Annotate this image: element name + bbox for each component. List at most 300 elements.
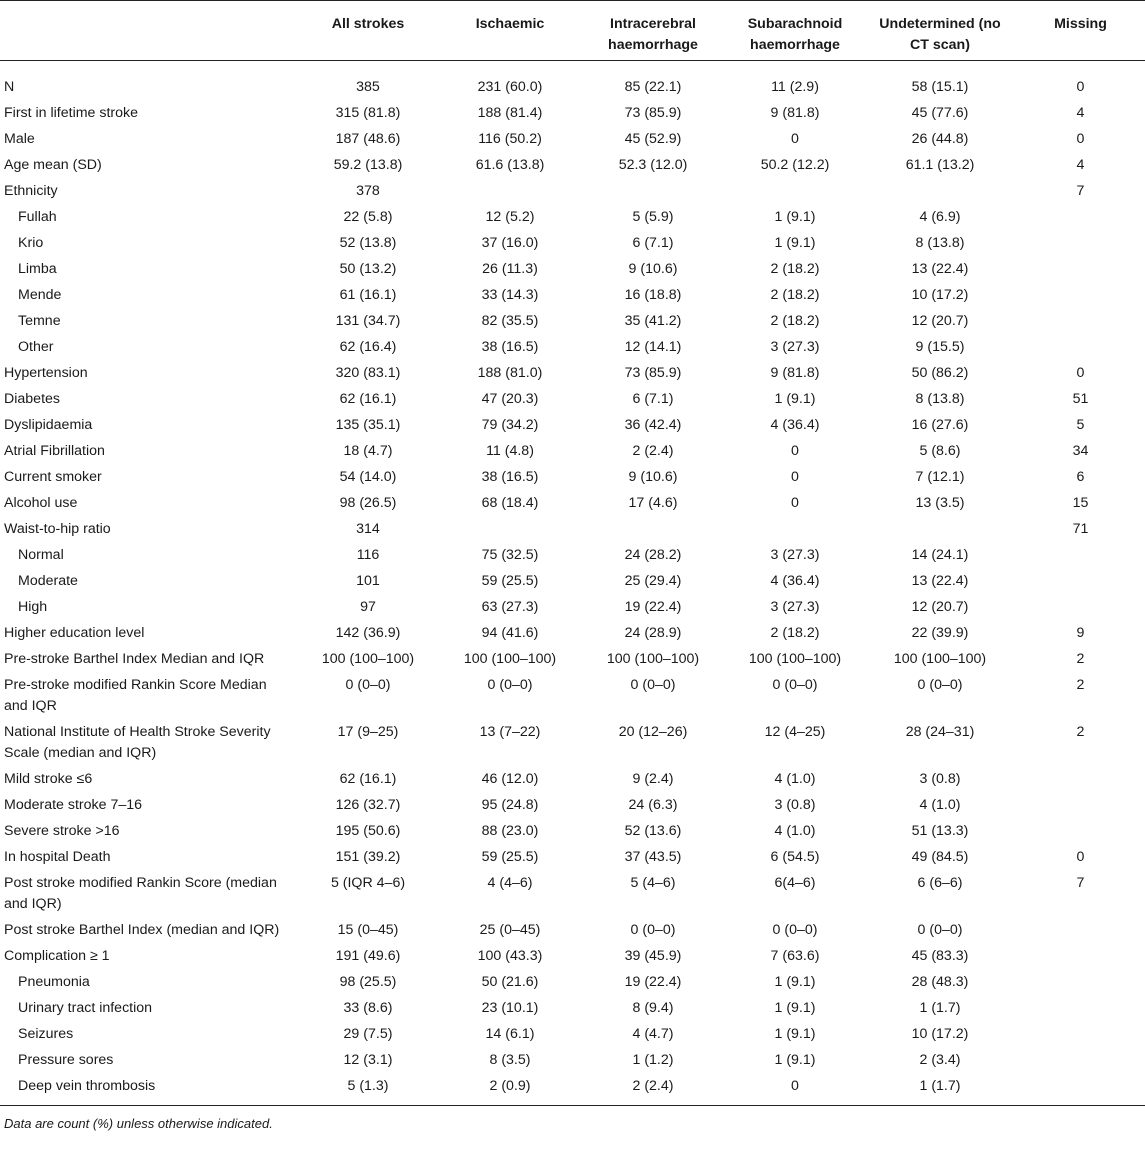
cell-undetermined: 51 (13.3) [911, 823, 969, 839]
cell-missing [1016, 1047, 1145, 1073]
row-label: Age mean (SD) [4, 157, 102, 173]
cell-all-strokes: 17 (9–25) [337, 724, 399, 740]
cell-all-strokes: 97 [360, 599, 376, 615]
cell-all-strokes: 50 (13.2) [339, 261, 397, 277]
row-label: National Institute of Health Stroke Severity Scale (median and IQR) [4, 724, 271, 761]
row-label: Moderate [18, 573, 78, 589]
cell-all-strokes: 15 (0–45) [337, 922, 399, 938]
cell-subarachnoid: 1 (9.1) [774, 391, 816, 407]
cell-missing [1016, 334, 1145, 360]
cell-missing: 9 [1076, 625, 1085, 641]
header-cell-subarachnoid: Subarachnoid haemorrhage [726, 1, 864, 61]
cell-subarachnoid: 50.2 (12.2) [760, 157, 830, 173]
header-cell-all-strokes: All strokes [296, 1, 440, 61]
cell-missing [1016, 308, 1145, 334]
table-row [0, 464, 1145, 490]
cell-ischaemic: 95 (24.8) [481, 797, 539, 813]
cell-ischaemic: 37 (16.0) [481, 235, 539, 251]
cell-all-strokes: 135 (35.1) [335, 417, 401, 433]
cell-undetermined: 26 (44.8) [911, 131, 969, 147]
cell-all-strokes: 126 (32.7) [335, 797, 401, 813]
cell-undetermined: 13 (22.4) [911, 573, 969, 589]
cell-intracerebral [580, 516, 726, 542]
cell-missing: 5 [1076, 417, 1085, 433]
table-body [0, 61, 1145, 1106]
table-header-row [0, 1, 1145, 61]
table-row [0, 542, 1145, 568]
table-row [0, 1021, 1145, 1047]
row-label: Limba [18, 261, 57, 277]
cell-all-strokes: 5 (IQR 4–6) [330, 875, 406, 891]
row-label: Atrial Fibrillation [4, 443, 105, 459]
row-label: Pneumonia [18, 974, 90, 990]
cell-missing [1016, 943, 1145, 969]
cell-intracerebral: 0 (0–0) [630, 677, 676, 693]
row-label: Hypertension [4, 365, 88, 381]
cell-missing [1016, 542, 1145, 568]
cell-all-strokes: 385 [356, 79, 380, 95]
cell-ischaemic: 100 (43.3) [477, 948, 543, 964]
header-cell-intracerebral: Intracerebral haemorrhage [580, 1, 726, 61]
cell-ischaemic: 13 (7–22) [479, 724, 541, 740]
cell-missing [1016, 230, 1145, 256]
cell-missing: 6 [1076, 469, 1085, 485]
cell-subarachnoid: 9 (81.8) [770, 105, 820, 121]
table-row [0, 282, 1145, 308]
cell-missing [1016, 282, 1145, 308]
cell-subarachnoid: 2 (18.2) [770, 287, 820, 303]
cell-missing [1016, 568, 1145, 594]
cell-undetermined: 4 (6.9) [919, 209, 961, 225]
cell-undetermined: 6 (6–6) [917, 875, 963, 891]
cell-subarachnoid [726, 178, 864, 204]
cell-undetermined: 9 (15.5) [915, 339, 965, 355]
cell-all-strokes: 315 (81.8) [335, 105, 401, 121]
table-row [0, 995, 1145, 1021]
cell-intracerebral: 12 (14.1) [624, 339, 682, 355]
row-label: Diabetes [4, 391, 60, 407]
cell-undetermined: 12 (20.7) [911, 313, 969, 329]
row-label: Urinary tract infection [18, 1000, 153, 1016]
cell-subarachnoid: 0 (0–0) [772, 922, 818, 938]
row-label: Waist-to-hip ratio [4, 521, 111, 537]
cell-all-strokes: 5 (1.3) [296, 1073, 440, 1106]
cell-ischaemic: 63 (27.3) [481, 599, 539, 615]
cell-undetermined [864, 516, 1016, 542]
table-row [0, 1073, 1145, 1106]
cell-ischaemic: 188 (81.4) [477, 105, 543, 121]
cell-all-strokes: 22 (5.8) [343, 209, 393, 225]
table-row [0, 594, 1145, 620]
cell-ischaemic: 59 (25.5) [481, 573, 539, 589]
cell-missing [1016, 969, 1145, 995]
cell-ischaemic: 23 (10.1) [481, 1000, 539, 1016]
row-label: Mende [18, 287, 62, 303]
cell-missing: 4 [1076, 157, 1085, 173]
cell-missing: 2 [1076, 677, 1085, 693]
cell-ischaemic: 188 (81.0) [477, 365, 543, 381]
cell-subarachnoid: 1 (9.1) [774, 209, 816, 225]
cell-all-strokes: 101 [356, 573, 380, 589]
cell-undetermined: 13 (22.4) [911, 261, 969, 277]
cell-intracerebral: 17 (4.6) [628, 495, 678, 511]
cell-ischaemic: 75 (32.5) [481, 547, 539, 563]
cell-ischaemic: 38 (16.5) [481, 469, 539, 485]
cell-ischaemic [440, 178, 580, 204]
cell-undetermined: 58 (15.1) [911, 79, 969, 95]
table-row [0, 490, 1145, 516]
cell-subarachnoid: 1 (9.1) [774, 1000, 816, 1016]
row-label: Current smoker [4, 469, 102, 485]
cell-ischaemic: 2 (0.9) [440, 1073, 580, 1106]
cell-ischaemic: 116 (50.2) [478, 131, 542, 147]
cell-missing: 0 [1076, 131, 1085, 147]
cell-subarachnoid: 9 (81.8) [770, 365, 820, 381]
row-label: Pressure sores [18, 1052, 114, 1068]
row-label: Higher education level [4, 625, 145, 641]
cell-all-strokes: 33 (8.6) [343, 1000, 393, 1016]
cell-all-strokes: 52 (13.8) [339, 235, 397, 251]
cell-ischaemic: 33 (14.3) [481, 287, 539, 303]
cell-all-strokes: 187 (48.6) [335, 131, 401, 147]
cell-missing [1016, 917, 1145, 943]
cell-subarachnoid: 0 (0–0) [772, 677, 818, 693]
cell-intracerebral: 6 (7.1) [632, 391, 674, 407]
cell-missing [1016, 1021, 1145, 1047]
table-row [0, 438, 1145, 464]
cell-missing: 4 [1076, 105, 1085, 121]
cell-ischaemic: 46 (12.0) [481, 771, 539, 787]
cell-undetermined: 1 (1.7) [864, 1073, 1016, 1106]
cell-subarachnoid: 0 [791, 131, 799, 147]
cell-intracerebral: 85 (22.1) [624, 79, 682, 95]
cell-all-strokes: 151 (39.2) [335, 849, 401, 865]
row-label: Post stroke Barthel Index (median and IQR) [4, 922, 280, 938]
cell-intracerebral: 52.3 (12.0) [618, 157, 688, 173]
cell-missing [1016, 766, 1145, 792]
cell-ischaemic: 79 (34.2) [481, 417, 539, 433]
cell-intracerebral: 45 (52.9) [624, 131, 682, 147]
cell-missing: 51 [1072, 391, 1089, 407]
cell-undetermined: 45 (77.6) [911, 105, 969, 121]
cell-undetermined: 10 (17.2) [911, 287, 969, 303]
row-label: Fullah [18, 209, 57, 225]
cell-subarachnoid: 7 (63.6) [770, 948, 820, 964]
table-row [0, 792, 1145, 818]
cell-missing [1016, 818, 1145, 844]
cell-ischaemic: 26 (11.3) [482, 261, 538, 277]
table-row [0, 1047, 1145, 1073]
cell-all-strokes: 314 [356, 521, 380, 537]
cell-all-strokes: 29 (7.5) [343, 1026, 393, 1042]
cell-ischaemic: 231 (60.0) [477, 79, 543, 95]
cell-subarachnoid: 1 (9.1) [774, 1026, 816, 1042]
header-cell-missing: Missing [1016, 1, 1145, 61]
cell-subarachnoid: 0 [791, 443, 799, 459]
cell-subarachnoid: 3 (0.8) [774, 797, 816, 813]
cell-missing [1016, 594, 1145, 620]
table-row [0, 870, 1145, 917]
cell-ischaemic: 14 (6.1) [485, 1026, 535, 1042]
row-label: First in lifetime stroke [4, 105, 139, 121]
cell-undetermined: 7 (12.1) [915, 469, 965, 485]
cell-all-strokes: 116 [356, 547, 380, 563]
cell-subarachnoid: 3 (27.3) [770, 339, 820, 355]
row-label: Temne [18, 313, 61, 329]
cell-ischaemic: 94 (41.6) [481, 625, 539, 641]
cell-subarachnoid: 4 (36.4) [770, 573, 820, 589]
cell-intracerebral: 39 (45.9) [624, 948, 682, 964]
cell-ischaemic: 82 (35.5) [481, 313, 539, 329]
table-row [0, 818, 1145, 844]
table-row [0, 308, 1145, 334]
cell-all-strokes: 61 (16.1) [339, 287, 397, 303]
cell-all-strokes: 62 (16.1) [339, 771, 397, 787]
cell-all-strokes: 98 (25.5) [339, 974, 397, 990]
cell-undetermined: 14 (24.1) [911, 547, 969, 563]
cell-undetermined: 8 (13.8) [915, 235, 965, 251]
cell-undetermined: 4 (1.0) [919, 797, 961, 813]
cell-intracerebral: 6 (7.1) [632, 235, 674, 251]
cell-subarachnoid: 3 (27.3) [770, 547, 820, 563]
cell-subarachnoid: 3 (27.3) [770, 599, 820, 615]
cell-subarachnoid: 4 (36.4) [770, 417, 820, 433]
cell-undetermined: 45 (83.3) [911, 948, 969, 964]
cell-missing [1016, 995, 1145, 1021]
cell-subarachnoid: 1 (9.1) [774, 1052, 816, 1068]
cell-intracerebral: 100 (100–100) [606, 651, 700, 667]
cell-ischaemic: 38 (16.5) [481, 339, 539, 355]
table-row [0, 969, 1145, 995]
cell-intracerebral: 24 (28.9) [624, 625, 682, 641]
cell-subarachnoid: 0 [791, 469, 799, 485]
cell-intracerebral: 19 (22.4) [624, 599, 682, 615]
cell-undetermined [864, 178, 1016, 204]
cell-missing: 2 [1076, 651, 1085, 667]
cell-missing: 7 [1076, 875, 1085, 891]
table-row [0, 61, 1145, 101]
cell-missing: 7 [1076, 183, 1085, 199]
row-label: Seizures [18, 1026, 74, 1042]
cell-all-strokes: 195 (50.6) [335, 823, 401, 839]
cell-all-strokes: 320 (83.1) [335, 365, 401, 381]
cell-subarachnoid: 100 (100–100) [748, 651, 842, 667]
cell-ischaemic: 100 (100–100) [463, 651, 557, 667]
cell-all-strokes: 98 (26.5) [339, 495, 397, 511]
cell-intracerebral: 35 (41.2) [624, 313, 682, 329]
cell-intracerebral: 8 (9.4) [632, 1000, 674, 1016]
table-row [0, 943, 1145, 969]
row-label: Complication ≥ 1 [4, 948, 110, 964]
cell-missing [1016, 1073, 1145, 1106]
table-row [0, 516, 1145, 542]
table-row [0, 646, 1145, 672]
cell-subarachnoid: 6 (54.5) [770, 849, 820, 865]
header-cell-ischaemic: Ischaemic [440, 1, 580, 61]
cell-subarachnoid: 6(4–6) [774, 875, 816, 891]
table-row [0, 152, 1145, 178]
row-label: Other [18, 339, 54, 355]
cell-ischaemic: 47 (20.3) [481, 391, 539, 407]
table-row [0, 126, 1145, 152]
row-label: Ethnicity [4, 183, 58, 199]
row-label: High [18, 599, 48, 615]
table-row [0, 204, 1145, 230]
row-label: Krio [18, 235, 44, 251]
cell-ischaemic: 68 (18.4) [481, 495, 539, 511]
cell-intracerebral: 4 (4.7) [632, 1026, 674, 1042]
cell-subarachnoid: 12 (4–25) [764, 724, 826, 740]
cell-missing: 0 [1076, 365, 1085, 381]
cell-subarachnoid: 2 (18.2) [770, 625, 820, 641]
cell-intracerebral: 9 (10.6) [628, 261, 678, 277]
cell-all-strokes: 59.2 (13.8) [333, 157, 403, 173]
cell-intracerebral: 5 (4–6) [630, 875, 676, 891]
cell-subarachnoid: 2 (18.2) [770, 313, 820, 329]
cell-intracerebral: 16 (18.8) [624, 287, 682, 303]
cell-missing: 71 [1072, 521, 1089, 537]
cell-all-strokes: 12 (3.1) [343, 1052, 393, 1068]
row-label: Alcohol use [4, 495, 78, 511]
row-label: Pre-stroke Barthel Index Median and IQR [4, 651, 265, 667]
cell-missing: 0 [1076, 79, 1085, 95]
cell-undetermined: 0 (0–0) [917, 922, 963, 938]
cell-missing: 15 [1072, 495, 1089, 511]
cell-ischaemic: 50 (21.6) [481, 974, 539, 990]
cell-all-strokes: 131 (34.7) [335, 313, 401, 329]
table-row [0, 412, 1145, 438]
cell-intracerebral: 52 (13.6) [624, 823, 682, 839]
cell-undetermined: 28 (24–31) [905, 724, 975, 740]
cell-undetermined: 8 (13.8) [915, 391, 965, 407]
cell-intracerebral: 9 (10.6) [628, 469, 678, 485]
table-row [0, 620, 1145, 646]
cell-missing: 0 [1076, 849, 1085, 865]
table-row [0, 100, 1145, 126]
cell-undetermined: 10 (17.2) [911, 1026, 969, 1042]
cell-missing [1016, 204, 1145, 230]
cell-ischaemic: 88 (23.0) [481, 823, 539, 839]
cell-ischaemic: 61.6 (13.8) [475, 157, 545, 173]
cell-intracerebral: 37 (43.5) [624, 849, 682, 865]
cell-intracerebral: 2 (2.4) [632, 443, 674, 459]
table-row [0, 360, 1145, 386]
cell-undetermined: 100 (100–100) [893, 651, 987, 667]
cell-missing [1016, 792, 1145, 818]
table-row [0, 844, 1145, 870]
cell-ischaemic: 8 (3.5) [489, 1052, 531, 1068]
cell-ischaemic: 11 (4.8) [486, 443, 534, 459]
cell-missing [1016, 256, 1145, 282]
cell-subarachnoid: 0 [726, 1073, 864, 1106]
row-label: Post stroke modified Rankin Score (median and IQR) [4, 875, 277, 912]
cell-undetermined: 13 (3.5) [915, 495, 965, 511]
cell-all-strokes: 142 (36.9) [335, 625, 401, 641]
cell-intracerebral: 73 (85.9) [624, 105, 682, 121]
row-label: Dyslipidaemia [4, 417, 93, 433]
cell-intracerebral: 5 (5.9) [632, 209, 674, 225]
table-row [0, 917, 1145, 943]
row-label: Severe stroke >16 [4, 823, 120, 839]
table-row [0, 230, 1145, 256]
cell-undetermined: 61.1 (13.2) [905, 157, 975, 173]
table-row [0, 386, 1145, 412]
cell-all-strokes: 18 (4.7) [343, 443, 393, 459]
cell-intracerebral: 20 (12–26) [618, 724, 688, 740]
cell-subarachnoid: 11 (2.9) [771, 79, 819, 95]
cell-intracerebral: 24 (6.3) [628, 797, 678, 813]
cell-all-strokes: 191 (49.6) [335, 948, 401, 964]
cell-undetermined: 49 (84.5) [911, 849, 969, 865]
cell-missing: 34 [1072, 443, 1089, 459]
cell-ischaemic: 59 (25.5) [481, 849, 539, 865]
row-label: Male [4, 131, 35, 147]
cell-all-strokes: 0 (0–0) [345, 677, 391, 693]
table-footnote: Data are count (%) unless otherwise indicated. [4, 1116, 273, 1131]
cell-subarachnoid: 2 (18.2) [770, 261, 820, 277]
cell-subarachnoid: 4 (1.0) [774, 823, 816, 839]
table-row [0, 719, 1145, 766]
cell-intracerebral [580, 178, 726, 204]
cell-ischaemic [440, 516, 580, 542]
cell-undetermined: 12 (20.7) [911, 599, 969, 615]
row-label: Mild stroke ≤6 [4, 771, 93, 787]
table-row [0, 178, 1145, 204]
cell-all-strokes: 100 (100–100) [321, 651, 415, 667]
cell-undetermined: 16 (27.6) [911, 417, 969, 433]
cell-intracerebral: 73 (85.9) [624, 365, 682, 381]
cell-undetermined: 22 (39.9) [911, 625, 969, 641]
table-row [0, 766, 1145, 792]
header-cell-label [0, 1, 296, 61]
cell-intracerebral: 1 (1.2) [632, 1052, 674, 1068]
cell-all-strokes: 62 (16.4) [339, 339, 397, 355]
cell-subarachnoid: 0 [791, 495, 799, 511]
header-cell-undetermined: Undetermined (no CT scan) [864, 1, 1016, 61]
cell-intracerebral: 0 (0–0) [630, 922, 676, 938]
cell-undetermined: 5 (8.6) [919, 443, 961, 459]
row-label: Normal [18, 547, 64, 563]
cell-undetermined: 0 (0–0) [917, 677, 963, 693]
cell-intracerebral: 25 (29.4) [624, 573, 682, 589]
cell-intracerebral: 19 (22.4) [624, 974, 682, 990]
row-label: In hospital Death [4, 849, 111, 865]
row-label: Pre-stroke modified Rankin Score Median and IQR [4, 677, 267, 714]
table-row [0, 334, 1145, 360]
cell-subarachnoid: 1 (9.1) [774, 974, 816, 990]
cell-ischaemic: 0 (0–0) [487, 677, 533, 693]
cell-ischaemic: 12 (5.2) [485, 209, 535, 225]
cell-all-strokes: 54 (14.0) [339, 469, 397, 485]
row-label: N [4, 79, 15, 95]
cell-intracerebral: 36 (42.4) [624, 417, 682, 433]
table-row [0, 672, 1145, 719]
cell-undetermined: 3 (0.8) [919, 771, 961, 787]
table-row [0, 568, 1145, 594]
cell-all-strokes: 62 (16.1) [339, 391, 397, 407]
cell-ischaemic: 25 (0–45) [479, 922, 541, 938]
cell-undetermined: 50 (86.2) [911, 365, 969, 381]
cell-intracerebral: 9 (2.4) [632, 771, 674, 787]
cell-ischaemic: 4 (4–6) [487, 875, 533, 891]
cell-all-strokes: 378 [356, 183, 380, 199]
cell-subarachnoid: 1 (9.1) [774, 235, 816, 251]
cell-intracerebral: 24 (28.2) [624, 547, 682, 563]
cell-subarachnoid [726, 516, 864, 542]
row-label: Moderate stroke 7–16 [4, 797, 143, 813]
row-label: Deep vein thrombosis [0, 1073, 296, 1106]
cell-undetermined: 2 (3.4) [919, 1052, 961, 1068]
